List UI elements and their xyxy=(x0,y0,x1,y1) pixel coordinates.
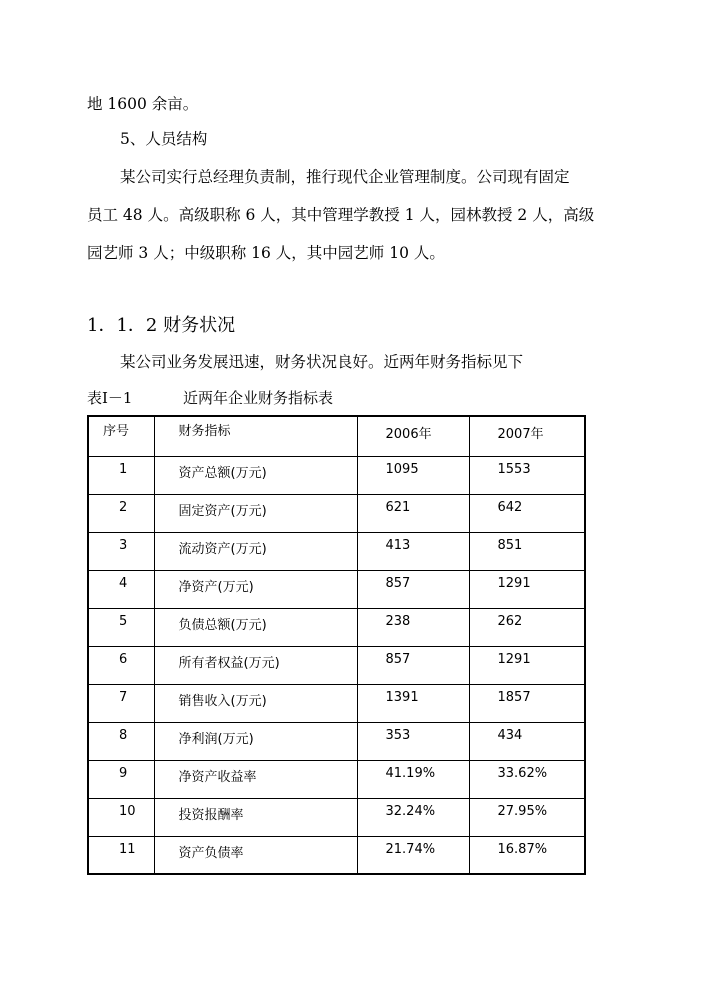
row-index-cell: 3 xyxy=(88,532,154,570)
table-row xyxy=(88,836,585,874)
row-2007-cell: 851 xyxy=(469,532,585,570)
row-2006-cell: 41.19% xyxy=(357,760,469,798)
row-index-cell: 5 xyxy=(88,608,154,646)
row-2006-cell: 1391 xyxy=(357,684,469,722)
row-2006-cell: 621 xyxy=(357,494,469,532)
header-cell-indicator: 财务指标 xyxy=(154,416,357,456)
table-row xyxy=(88,456,585,494)
header-cell-2006: 2006年 xyxy=(357,416,469,456)
row-2006-cell: 238 xyxy=(357,608,469,646)
row-indicator-cell: 销售收入(万元) xyxy=(154,684,357,722)
table-row xyxy=(88,494,585,532)
row-2007-cell: 262 xyxy=(469,608,585,646)
section-heading: 1．1．2 财务状况 xyxy=(87,315,236,336)
row-indicator-cell: 净利润(万元) xyxy=(154,722,357,760)
table-row xyxy=(88,646,585,684)
row-2006-cell: 413 xyxy=(357,532,469,570)
financial-indicators-table xyxy=(87,415,586,875)
row-2006-cell: 857 xyxy=(357,646,469,684)
row-index-cell: 11 xyxy=(88,836,154,874)
row-2007-cell: 1291 xyxy=(469,646,585,684)
row-2007-cell: 434 xyxy=(469,722,585,760)
row-2006-cell: 1095 xyxy=(357,456,469,494)
table-label: 表Ⅰ－1 xyxy=(87,389,133,407)
row-2007-cell: 33.62% xyxy=(469,760,585,798)
row-indicator-cell: 投资报酬率 xyxy=(154,798,357,836)
table-row xyxy=(88,532,585,570)
header-cell-2007: 2007年 xyxy=(469,416,585,456)
row-2007-cell: 1291 xyxy=(469,570,585,608)
row-2006-cell: 21.74% xyxy=(357,836,469,874)
staff-paragraph-line-1: 某公司实行总经理负责制，推行现代企业管理制度。公司现有固定 xyxy=(120,168,570,186)
section-intro: 某公司业务发展迅速，财务状况良好。近两年财务指标见下 xyxy=(120,353,524,371)
row-2006-cell: 32.24% xyxy=(357,798,469,836)
paragraph-line-land: 地 1600 余亩。 xyxy=(87,95,199,113)
staff-paragraph-line-2: 员工 48 人。高级职称 6 人，其中管理学教授 1 人，园林教授 2 人，高级 xyxy=(87,206,595,224)
table-title: 近两年企业财务指标表 xyxy=(183,389,334,407)
row-2007-cell: 1857 xyxy=(469,684,585,722)
staff-paragraph-line-3: 园艺师 3 人；中级职称 16 人，其中园艺师 10 人。 xyxy=(87,244,445,262)
row-index-cell: 9 xyxy=(88,760,154,798)
table-row xyxy=(88,684,585,722)
row-index-cell: 1 xyxy=(88,456,154,494)
row-2006-cell: 857 xyxy=(357,570,469,608)
row-index-cell: 4 xyxy=(88,570,154,608)
row-indicator-cell: 净资产收益率 xyxy=(154,760,357,798)
table-row xyxy=(88,570,585,608)
row-index-cell: 2 xyxy=(88,494,154,532)
section-5-title: 5、人员结构 xyxy=(120,130,208,148)
row-2007-cell: 1553 xyxy=(469,456,585,494)
row-index-cell: 6 xyxy=(88,646,154,684)
row-index-cell: 8 xyxy=(88,722,154,760)
header-cell-index: 序号 xyxy=(88,416,154,456)
row-2007-cell: 642 xyxy=(469,494,585,532)
row-2006-cell: 353 xyxy=(357,722,469,760)
row-indicator-cell: 负债总额(万元) xyxy=(154,608,357,646)
row-index-cell: 7 xyxy=(88,684,154,722)
row-indicator-cell: 净资产(万元) xyxy=(154,570,357,608)
row-indicator-cell: 所有者权益(万元) xyxy=(154,646,357,684)
row-2007-cell: 16.87% xyxy=(469,836,585,874)
table-row xyxy=(88,608,585,646)
row-index-cell: 10 xyxy=(88,798,154,836)
row-indicator-cell: 资产负债率 xyxy=(154,836,357,874)
table-header-row xyxy=(88,416,585,456)
row-indicator-cell: 资产总额(万元) xyxy=(154,456,357,494)
table-row xyxy=(88,722,585,760)
table-row xyxy=(88,798,585,836)
row-2007-cell: 27.95% xyxy=(469,798,585,836)
row-indicator-cell: 固定资产(万元) xyxy=(154,494,357,532)
row-indicator-cell: 流动资产(万元) xyxy=(154,532,357,570)
table-row xyxy=(88,760,585,798)
